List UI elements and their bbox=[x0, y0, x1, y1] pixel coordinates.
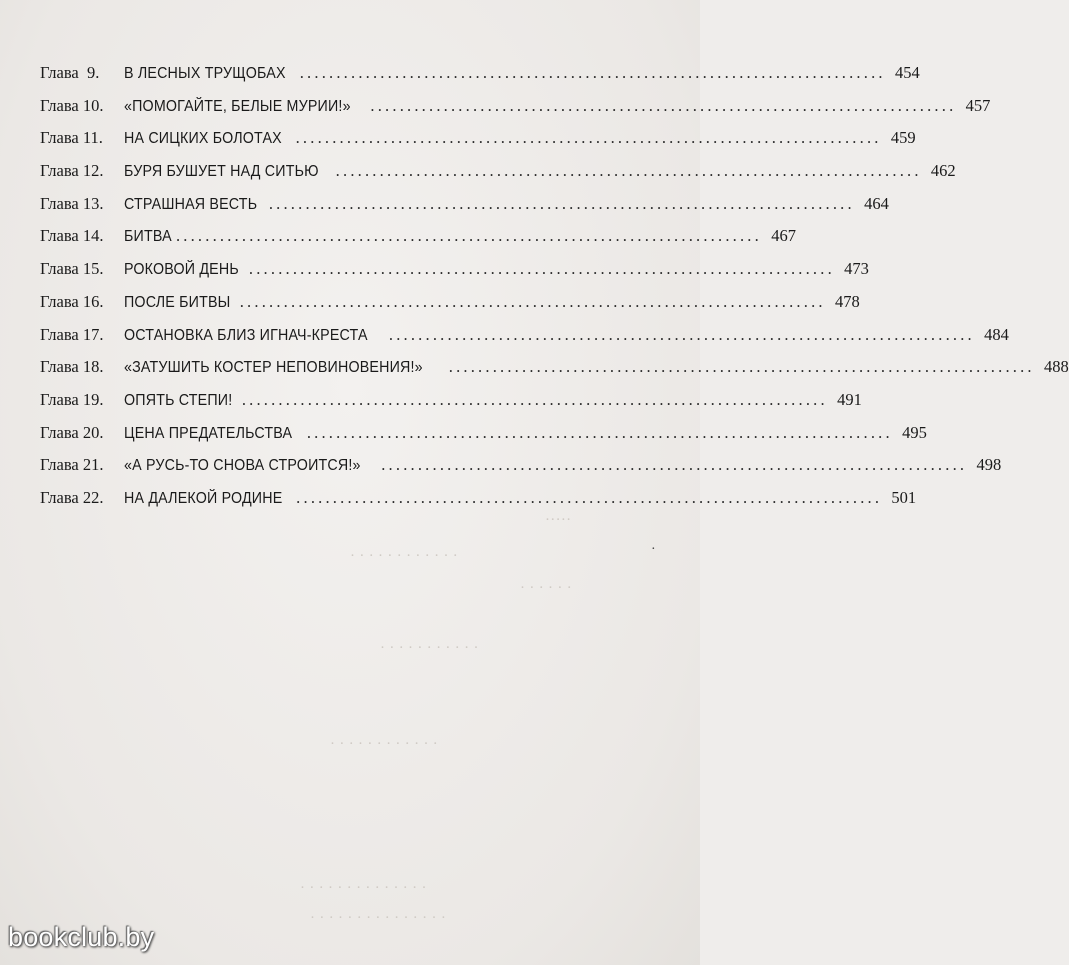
chapter-label: Глава 10. bbox=[40, 95, 104, 115]
chapter-title: БУРЯ БУШУЕТ НАД СИТЬЮ bbox=[124, 163, 319, 181]
chapter-title: РОКОВОЙ ДЕНЬ bbox=[124, 261, 239, 279]
toc-entry bbox=[40, 454, 1002, 487]
toc-entry bbox=[40, 258, 869, 291]
toc-entry bbox=[40, 356, 1069, 389]
chapter-title: СТРАШНАЯ ВЕСТЬ bbox=[124, 195, 258, 213]
dot-leader: ................................................................................ bbox=[295, 128, 882, 148]
page-number: 484 bbox=[984, 324, 1009, 344]
page-number: 457 bbox=[965, 95, 991, 115]
chapter-label: Глава 22. bbox=[40, 487, 104, 507]
chapter-title: БИТВА bbox=[124, 228, 172, 246]
page-number: 491 bbox=[837, 389, 862, 409]
dot-leader: ................................................................................ bbox=[239, 291, 826, 311]
chapter-label: Глава 20. bbox=[40, 422, 104, 442]
dot-leader: ................................................................................ bbox=[381, 455, 968, 475]
chapter-title: «А РУСЬ-ТО СНОВА СТРОИТСЯ!» bbox=[124, 457, 361, 475]
dot-leader: ................................................................................ bbox=[175, 226, 762, 246]
dot-leader: ................................................................................ bbox=[388, 324, 975, 344]
page-number: 454 bbox=[894, 63, 920, 82]
page-number: 478 bbox=[834, 291, 860, 311]
dot-leader: ................................................................................ bbox=[370, 95, 957, 115]
page-number: 462 bbox=[930, 161, 956, 181]
toc-entry bbox=[40, 160, 956, 193]
page-number: 498 bbox=[976, 455, 1002, 475]
chapter-title: НА ДАЛЕКОЙ РОДИНЕ bbox=[124, 489, 283, 507]
page-number: 495 bbox=[902, 422, 927, 442]
chapter-title: ОСТАНОВКА БЛИЗ ИГНАЧ-КРЕСТА bbox=[124, 326, 368, 344]
chapter-title: НА СИЦКИХ БОЛОТАХ bbox=[124, 130, 282, 148]
page-number: 488 bbox=[1044, 357, 1069, 377]
page-number: 467 bbox=[771, 226, 796, 246]
toc-entry bbox=[40, 324, 1009, 357]
chapter-label: Глава 11. bbox=[40, 128, 103, 148]
toc-entry bbox=[40, 487, 917, 520]
toc-entry bbox=[40, 95, 991, 128]
chapter-title: ЦЕНА ПРЕДАТЕЛЬСТВА bbox=[124, 424, 293, 442]
dot-leader: ................................................................................ bbox=[268, 193, 855, 213]
chapter-label: Глава 12. bbox=[40, 161, 104, 181]
dot-leader: ................................................................................ bbox=[335, 161, 922, 181]
table-of-contents bbox=[40, 62, 1069, 520]
watermark: bookclub.by bbox=[8, 922, 155, 952]
chapter-label: Глава 21. bbox=[40, 455, 104, 475]
dot-leader: ................................................................................ bbox=[241, 389, 828, 409]
chapter-label: Глава 13. bbox=[40, 193, 104, 213]
dot-leader: ................................................................................ bbox=[306, 422, 893, 442]
chapter-title: «ЗАТУШИТЬ КОСТЕР НЕПОВИНОВЕНИЯ!» bbox=[124, 359, 423, 377]
page-speck: · bbox=[651, 542, 656, 557]
dot-leader: ................................................................................ bbox=[448, 357, 1035, 377]
bleed-through-text: · · · · · · · · · · · · · · bbox=[300, 880, 427, 896]
toc-entry bbox=[40, 389, 862, 422]
chapter-label: Глава 9. bbox=[40, 63, 100, 82]
toc-entry bbox=[40, 225, 796, 258]
chapter-title: В ЛЕСНЫХ ТРУЩОБАХ bbox=[124, 65, 286, 82]
page-number: 464 bbox=[864, 193, 889, 213]
chapter-label: Глава 17. bbox=[40, 324, 104, 344]
bleed-through-text: · · · · · · · · · · · bbox=[380, 640, 479, 656]
chapter-title: ОПЯТЬ СТЕПИ! bbox=[124, 391, 233, 409]
chapter-label: Глава 15. bbox=[40, 259, 104, 279]
toc-entry bbox=[40, 127, 916, 160]
chapter-label: Глава 18. bbox=[40, 357, 104, 377]
page-number: 501 bbox=[891, 487, 917, 507]
toc-entry bbox=[40, 193, 889, 226]
dot-leader: ................................................................................ bbox=[296, 487, 883, 507]
toc-entry bbox=[40, 62, 920, 95]
page-number: 459 bbox=[890, 128, 916, 148]
bleed-through-text: · · · · · · · · · · · · bbox=[350, 548, 459, 564]
chapter-title: «ПОМОГАЙТЕ, БЕЛЫЕ МУРИИ!» bbox=[124, 97, 351, 115]
chapter-title: ПОСЛЕ БИТВЫ bbox=[124, 293, 231, 311]
chapter-label: Глава 14. bbox=[40, 226, 104, 246]
chapter-label: Глава 19. bbox=[40, 389, 104, 409]
bleed-through-text: · · · · · · bbox=[520, 580, 573, 596]
toc-entry bbox=[40, 422, 927, 455]
dot-leader: ................................................................................ bbox=[248, 259, 835, 279]
chapter-label: Глава 16. bbox=[40, 291, 104, 311]
dot-leader: ................................................................................ bbox=[299, 63, 886, 82]
bleed-through-text: ····· bbox=[545, 512, 572, 528]
bleed-through-text: · · · · · · · · · · · · bbox=[330, 736, 439, 752]
toc-entry bbox=[40, 291, 860, 324]
bleed-through-text: · · · · · · · · · · · · · · · bbox=[310, 910, 447, 926]
page-number: 473 bbox=[844, 259, 869, 279]
